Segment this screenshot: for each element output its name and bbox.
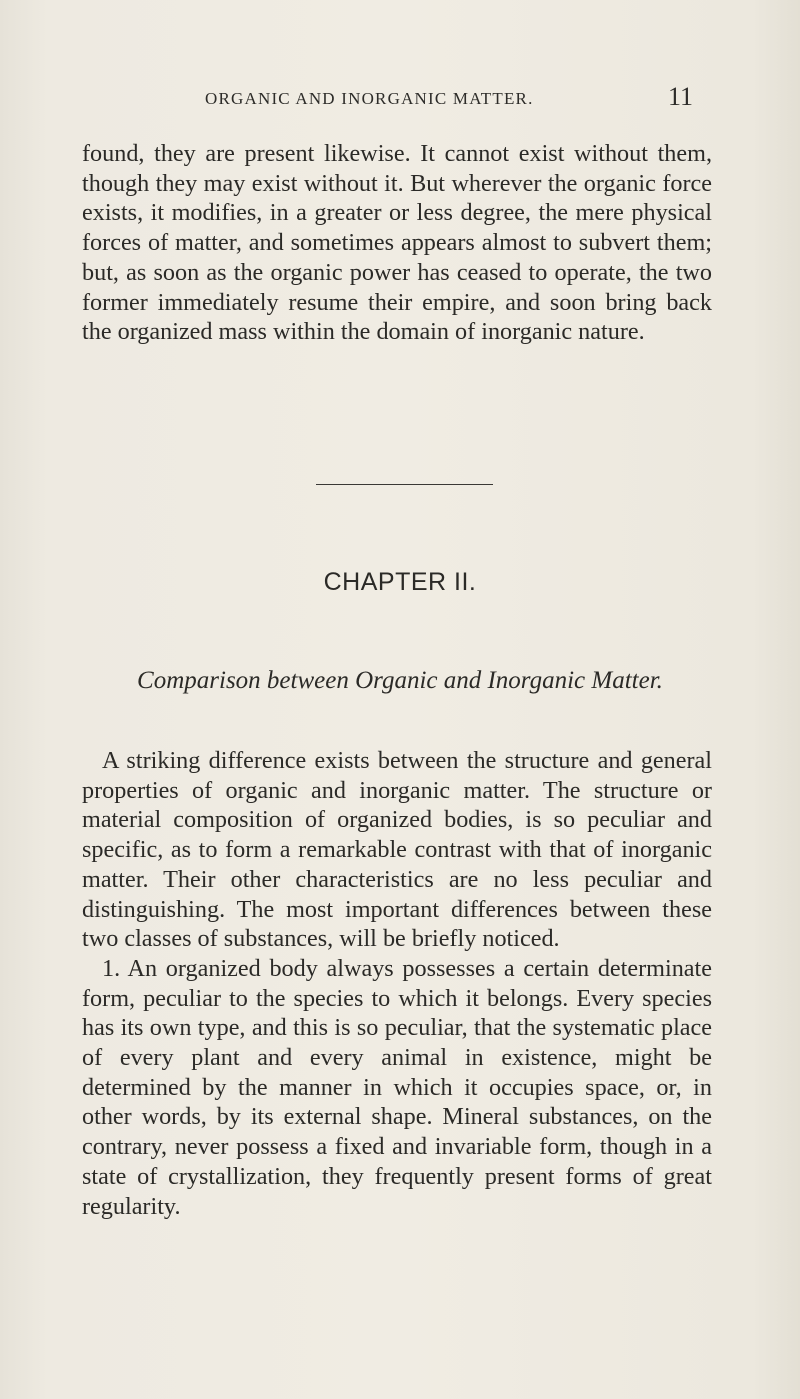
running-head	[0, 82, 800, 112]
continuation-paragraph: found, they are present likewise. It cannot exist without them, though they may exist without it. But wherever the organic force exists, it modifies, in a greater or less degree, the mere physical forces of matter, and sometimes appears almost to subvert them; but, as soon as the organic power has ceased to operate, the two former immediately resume their empire, and soon bring back the organized mass within the domain of inorganic nature.	[82, 140, 712, 346]
continuation-text-block	[82, 139, 712, 347]
running-head-title: ORGANIC AND INORGANIC MATTER.	[205, 89, 534, 108]
chapter-body	[82, 746, 712, 1221]
section-divider	[316, 484, 493, 485]
body-paragraph: 1. An organized body always possesses a certain determinate form, peculiar to the species to which it belongs. Every species has its own type, and this is so peculiar, that the systematic place of every plant and every animal in existence, might be determined by the manner in which it occupies space, or, in other words, by its external shape. Mineral substances, on the contrary, never possess a fixed and invariable form, though in a state of crystallization, they frequently present forms of great regularity.	[82, 954, 712, 1220]
chapter-subtitle: Comparison between Organic and Inorganic Matter.	[137, 667, 663, 694]
body-paragraph: A striking difference exists between the structure and general properties of organic and inorganic matter. The structure or material composition of organized bodies, is so peculiar and specific, as to form a remarkable contrast with that of inorganic matter. Their other characteristics are no less peculiar and distinguishing. The most important differences between these two classes of substances, will be briefly noticed.	[82, 747, 712, 953]
page-number: 11	[668, 82, 694, 111]
chapter-heading: CHAPTER II.	[323, 568, 477, 596]
